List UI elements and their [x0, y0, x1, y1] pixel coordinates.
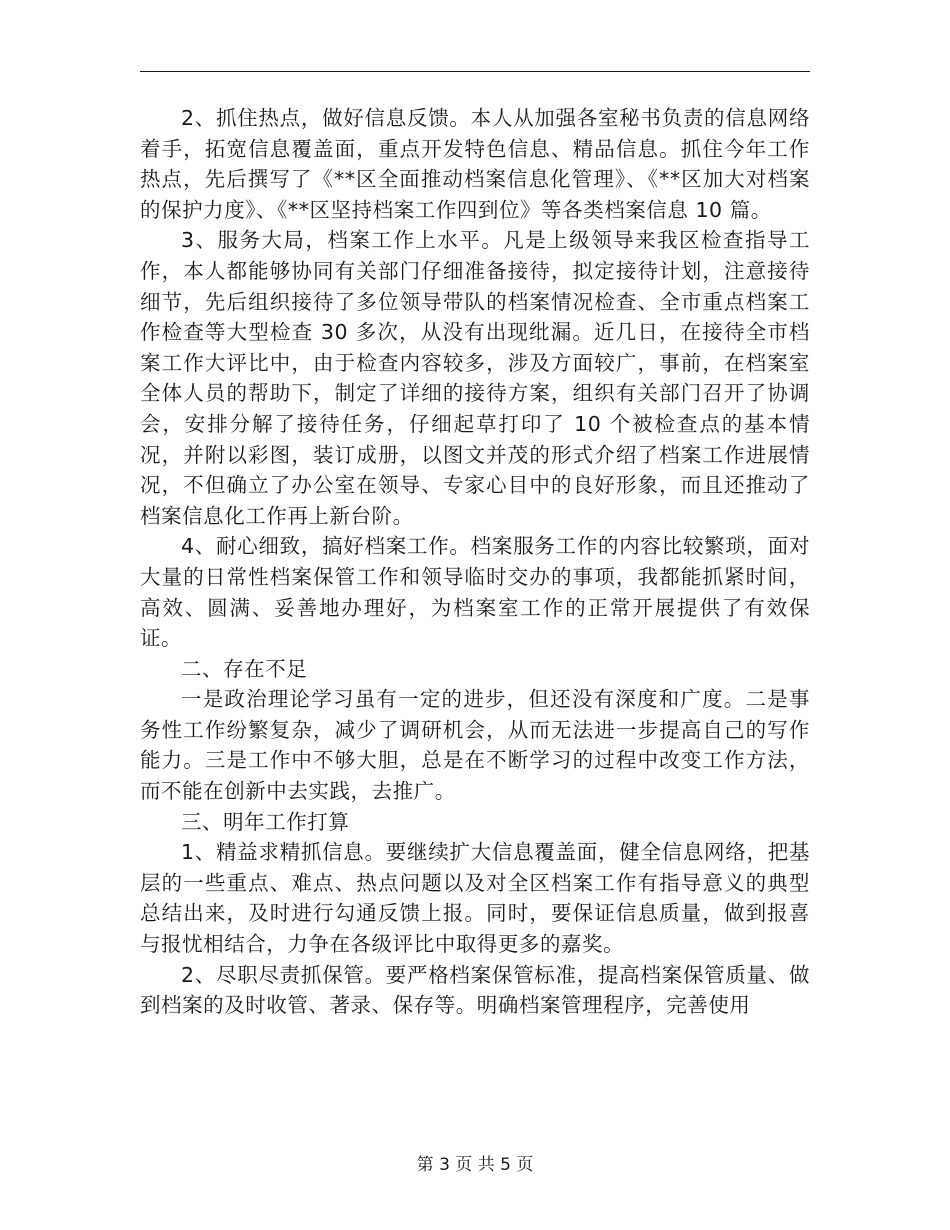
section-heading-next-year-plan: 三、明年工作打算 — [181, 809, 350, 834]
paragraph-serve-overall: 3、服务大局，档案工作上水平。凡是上级领导来我区检查指导工作，本人都能够协同有关部门仔细准备接待，拟定接待计划，注意接待细节，先后组织接待了多位领导带队的档案情况检查、全市重点档案工作检查等大型检查 30 多次，从没有出现纰漏。近几日，在接待全市档案工作大评比中，由于检查内容较多，涉及方面较广，事前，在档案室全体人员的帮助下，制定了详细的接待方案，组织有关部门召开了协调会，安排分解了接待任务，仔细起草打印了 10 个被检查点的基本情况，并附以彩图，装订成册，以图文并茂的形式介绍了档案工作进展情况，不但确立了办公室在领导、专家心目中的良好形象，而且还推动了档案信息化工作再上新台阶。 — [140, 228, 810, 528]
paragraph-plan-custody: 2、尽职尽责抓保管。要严格档案保管标准，提高档案保管质量、做到档案的及时收管、著录、保存等。明确档案管理程序，完善使用 — [140, 962, 810, 1018]
document-body — [140, 103, 810, 1021]
section-heading-shortcomings: 二、存在不足 — [181, 656, 308, 681]
paragraph-plan-information: 1、精益求精抓信息。要继续扩大信息覆盖面，健全信息网络，把基层的一些重点、难点、热点问题以及对全区档案工作有指导意义的典型总结出来，及时进行勾通反馈上报。同时，要保证信息质量，做到报喜与报忧相结合，力争在各级评比中取得更多的嘉奖。 — [140, 840, 810, 957]
header-rule — [140, 71, 810, 72]
paragraph-archive-work: 4、耐心细致，搞好档案工作。档案服务工作的内容比较繁琐，面对大量的日常性档案保管工作和领导临时交办的事项，我都能抓紧时间，高效、圆满、妥善地办理好，为档案室工作的正常开展提供了有效保证。 — [140, 534, 810, 651]
paragraph-info-feedback: 2、抓住热点，做好信息反馈。本人从加强各室秘书负责的信息网络着手，拓宽信息覆盖面，重点开发特色信息、精品信息。抓住今年工作热点，先后撰写了《**区全面推动档案信息化管理》、《**区加大对档案的保护力度》、《**区坚持档案工作四到位》等各类档案信息 10 篇。 — [140, 106, 810, 222]
paragraph-shortcomings: 一是政治理论学习虽有一定的进步，但还没有深度和广度。二是事务性工作纷繁复杂，减少了调研机会，从而无法进一步提高自己的写作能力。三是工作中不够大胆，总是在不断学习的过程中改变工作方法，而不能在创新中去实践，去推广。 — [140, 687, 810, 804]
page-footer: 第 3 页 共 5 页 — [416, 1155, 534, 1175]
